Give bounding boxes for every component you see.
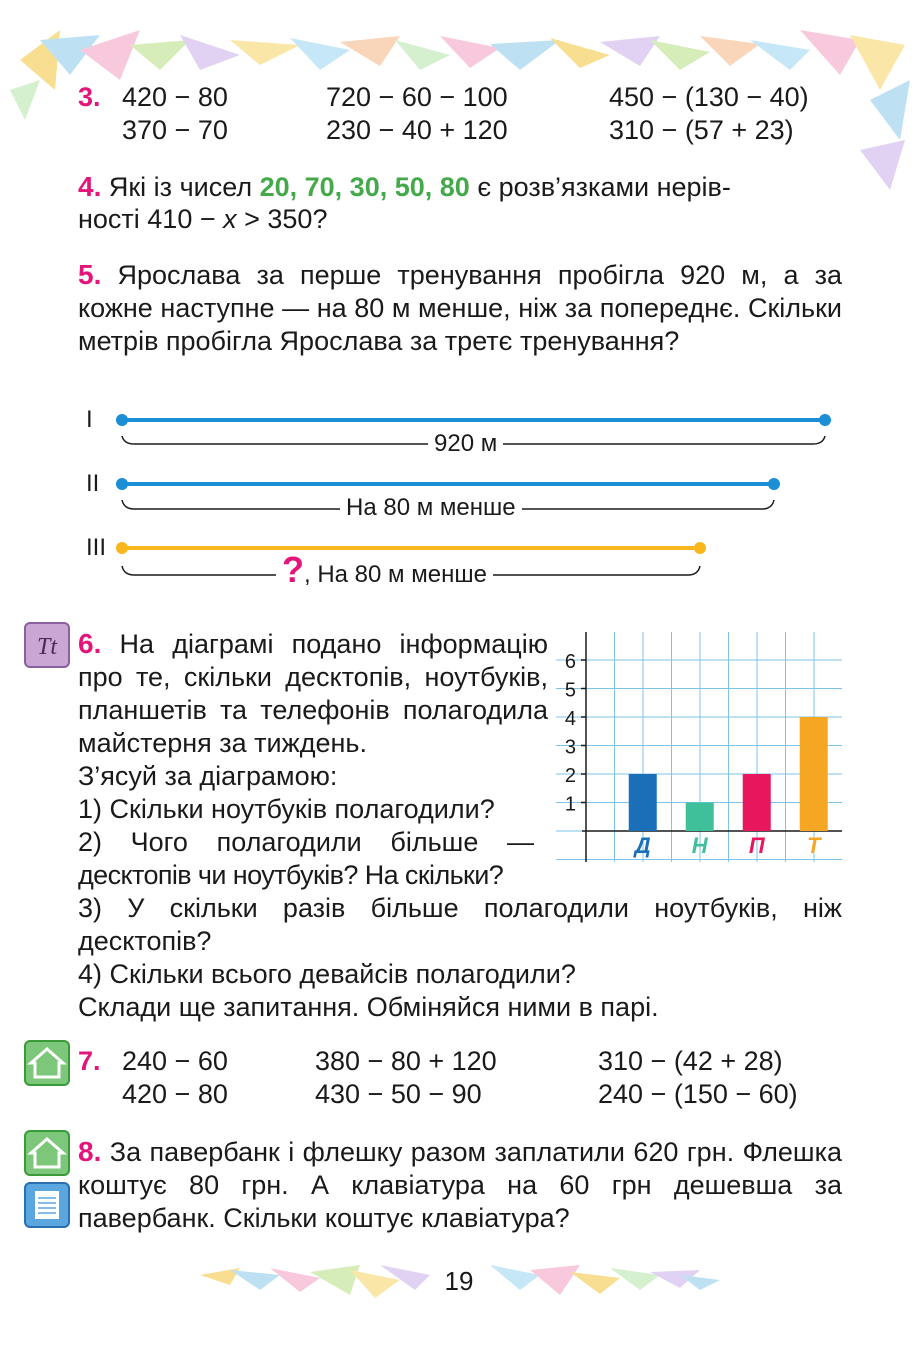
task7-expr: 380 − 80 + 120	[315, 1046, 497, 1076]
bar-chart	[556, 632, 842, 862]
task6-line: З’ясуй за діаграмою:	[78, 761, 338, 791]
segment-3-length	[276, 549, 493, 590]
bar-3	[743, 774, 771, 831]
segment-2-length: На 80 м менше	[340, 494, 522, 522]
y-tick-label: 6	[564, 651, 576, 673]
task6-q5: Склади ще запитання. Обміняйся ними в парі.	[78, 992, 659, 1022]
question-mark: ?	[282, 549, 304, 590]
task3-expr: 720 − 60 − 100	[326, 82, 508, 112]
segment-label-1: I	[86, 406, 93, 433]
segment-3-start	[116, 542, 128, 554]
y-tick-label: 3	[564, 736, 576, 759]
task6-q2b: десктопів чи ноутбуків? На скільки?	[78, 860, 504, 890]
bar-4	[800, 717, 828, 831]
task4-text-a: Які із чисел	[108, 172, 253, 202]
task7-expr: 240 − 60	[122, 1046, 228, 1076]
task4-line2-a: ності 410 −	[78, 204, 224, 234]
x-tick-label: Т	[807, 833, 821, 858]
segment-2-end	[768, 478, 780, 490]
x-tick-label: Н	[691, 833, 708, 858]
task6-q4: 4) Скільки всього девайсів полагодили?	[78, 959, 576, 989]
task7-expr: 420 − 80	[122, 1079, 228, 1109]
task3-expr: 310 − (57 + 23)	[609, 115, 794, 145]
task6-q2a: 2) Чого полагодили більше —	[78, 827, 534, 857]
y-tick-label: 2	[564, 765, 576, 787]
task7-expr: 240 − (150 − 60)	[598, 1079, 798, 1109]
segment-label-2: II	[86, 470, 100, 497]
task5-text	[78, 258, 842, 358]
y-tick-label: 1	[564, 793, 576, 816]
segment-1-start	[116, 414, 128, 426]
x-tick-label: Д	[634, 833, 651, 858]
task4-text-b: є розв’язками нерів-	[477, 172, 731, 202]
task8-body: За павербанк і флешку разом заплатили 620 грн. Флешка коштує 80 грн. А клавіатура на 60 грн дешевша за павербанк. Скільки коштує клавіатура?	[78, 1137, 842, 1233]
task3-expr: 370 − 70	[122, 115, 228, 145]
home-icon	[24, 1040, 70, 1086]
task8-number: 8.	[78, 1136, 102, 1167]
bar-1	[629, 774, 657, 831]
task3-number: 3.	[78, 82, 101, 112]
task7-expr: 310 − (42 + 28)	[598, 1046, 783, 1076]
task5-number: 5.	[78, 259, 102, 290]
task4-line2-b: > 350?	[236, 204, 328, 234]
task4-var: x	[223, 204, 237, 234]
task6-text	[78, 627, 548, 760]
x-tick-label: П	[748, 833, 765, 858]
svg-text:Тt: Тt	[36, 634, 58, 660]
segment-label-3: III	[86, 534, 107, 561]
segment-1-end	[819, 414, 831, 426]
segment-3-text: , На 80 м менше	[304, 561, 487, 588]
task3-expr: 450 − (130 − 40)	[609, 82, 809, 112]
home-icon	[24, 1130, 70, 1176]
task4-numbers: 20, 70, 30, 50, 80	[259, 172, 470, 202]
task4-number: 4.	[78, 171, 102, 202]
task4-line2	[78, 203, 327, 236]
segment-3-end	[694, 542, 706, 554]
task6-q1: 1) Скільки ноутбуків полагодили?	[78, 794, 495, 824]
segment-2-start	[116, 478, 128, 490]
task4-text	[78, 170, 842, 204]
task7-expr: 430 − 50 − 90	[315, 1079, 482, 1109]
task8-text	[78, 1135, 842, 1235]
y-tick-label: 4	[564, 708, 576, 730]
page-number: 19	[444, 1266, 474, 1296]
task6-number: 6.	[78, 628, 102, 659]
tablet-with-stylus-icon	[24, 622, 70, 668]
bar-2	[686, 803, 714, 832]
segment-1-length: 920 м	[428, 430, 503, 458]
task5-body: Ярослава за перше тренування пробігла 920 м, а за кожне наступне — на 80 м менше, ніж за попереднє. Скільки метрів пробігла Ярослава за третє тренування?	[78, 260, 842, 356]
notebook-icon	[24, 1182, 70, 1228]
task3-expr: 230 − 40 + 120	[326, 115, 508, 145]
task3-expr: 420 − 80	[122, 82, 228, 112]
task7-number: 7.	[78, 1046, 101, 1076]
task6-body: На діаграмі подано інформацію про те, скільки десктопів, ноутбуків, планшетів та телефонів полагодила майстерня за тиждень.	[78, 629, 548, 758]
y-tick-label: 5	[564, 679, 576, 702]
task6-q3: 3) У скільки разів більше полагодили ноутбуків, ніж десктопів?	[78, 893, 842, 956]
